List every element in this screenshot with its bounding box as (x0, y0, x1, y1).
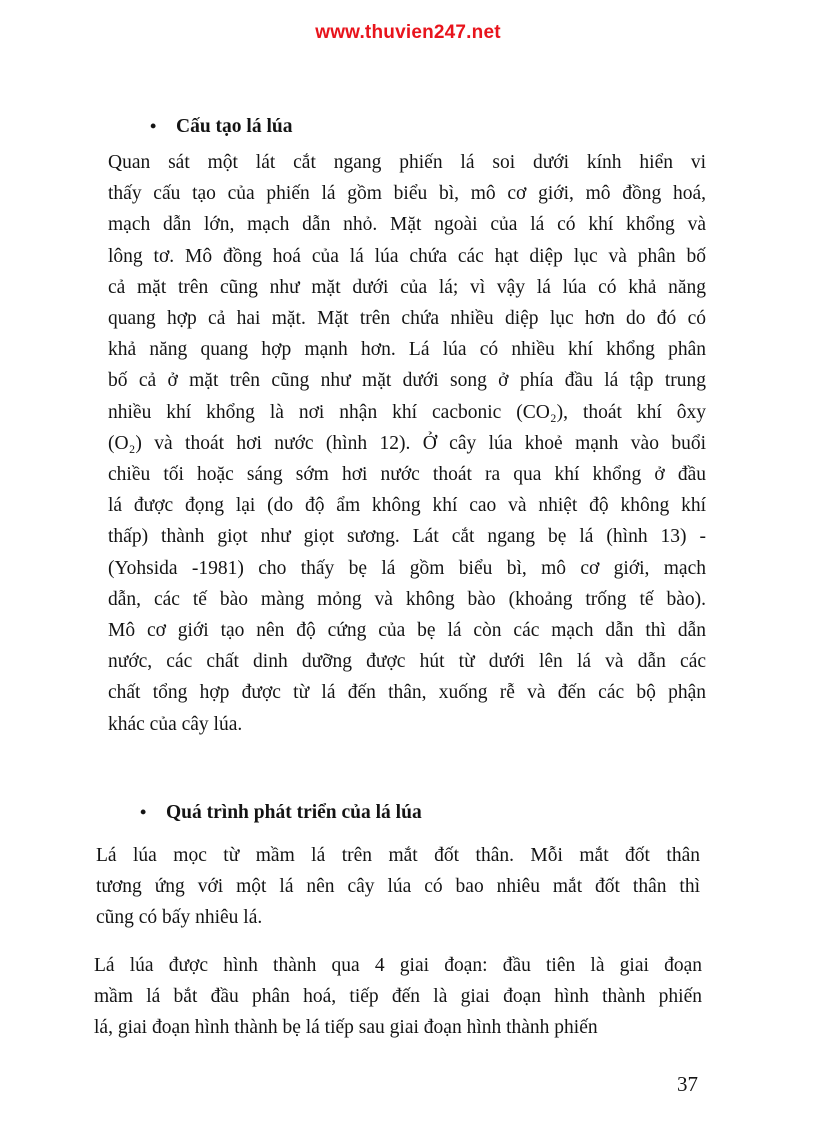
section-heading-leaf-structure (150, 116, 292, 138)
bullet-icon: • (150, 116, 157, 136)
text-line: (O₂) và thoát hơi nước (hình 12). Ở cây lúa khoẻ mạnh vào buổi (108, 432, 706, 454)
text-line: lông tơ. Mô đồng hoá của lá lúa chứa các hạt diệp lục và phân bố (108, 245, 706, 267)
text-line: Lá lúa được hình thành qua 4 giai đoạn: đầu tiên là giai đoạn (94, 955, 702, 976)
text-line: nhiều khí khổng là nơi nhận khí cacbonic (CO₂), thoát khí ôxy (108, 401, 706, 423)
text-line: Lá lúa mọc từ mầm lá trên mắt đốt thân. Mỗi mắt đốt thân (96, 845, 700, 866)
section-heading-leaf-development (140, 802, 422, 824)
paragraph-leaf-origin (96, 840, 700, 934)
section-title: Quá trình phát triển của lá lúa (166, 802, 422, 823)
text-line: chiều tối hoặc sáng sớm hơi nước thoát ra qua khí khổng ở đầu (108, 464, 706, 486)
text-line: (Yohsida -1981) cho thấy bẹ lá gồm biểu bì, mô cơ giới, mạch (108, 557, 706, 579)
text-line: Mô cơ giới tạo nên độ cứng của bẹ lá còn các mạch dẫn thì dẫn (108, 620, 706, 642)
text-line: bố cả ở mặt trên cũng như mặt dưới song ở phía đầu lá tập trung (108, 370, 706, 392)
site-url-link[interactable]: www.thuvien247.net (315, 22, 501, 43)
text-line: chất tổng hợp được từ lá đến thân, xuống rễ và đến các bộ phận (108, 682, 706, 704)
text-line: mầm lá bắt đầu phân hoá, tiếp đến là giai đoạn hình thành phiến (94, 986, 702, 1008)
text-line: thấp) thành giọt như giọt sương. Lát cắt ngang bẹ lá (hình 13) - (108, 526, 706, 548)
text-line: tương ứng với một lá nên cây lúa có bao nhiêu mắt đốt thân thì (96, 876, 700, 898)
text-line: mạch dẫn lớn, mạch dẫn nhỏ. Mặt ngoài của lá có khí khổng và (108, 214, 706, 236)
text-line: cũng có bấy nhiêu lá. (96, 907, 263, 929)
text-line: cả mặt trên cũng như mặt dưới của lá; vì vậy lá lúa có khả năng (108, 276, 706, 298)
text-line: khác của cây lúa. (108, 713, 243, 735)
text-line: Quan sát một lát cắt ngang phiến lá soi dưới kính hiển vi (108, 152, 706, 173)
text-line: khả năng quang hợp mạnh hơn. Lá lúa có nhiều khí khổng phân (108, 339, 706, 361)
text-line: dẫn, các tế bào màng mỏng và không bào (khoảng trống tế bào). (108, 588, 706, 610)
paragraph-leaf-structure (108, 147, 706, 740)
text-line: lá, giai đoạn hình thành bẹ lá tiếp sau giai đoạn hình thành phiến (94, 1017, 598, 1039)
page-number: 37 (677, 1072, 698, 1096)
text-line: nước, các chất dinh dưỡng được hút từ dưới lên lá và dẫn các (108, 651, 706, 673)
text-line: thấy cấu tạo của phiến lá gồm biểu bì, mô cơ giới, mô đồng hoá, (108, 183, 706, 205)
section-title: Cấu tạo lá lúa (176, 116, 293, 137)
paragraph-leaf-stages (94, 950, 702, 1044)
text-line: lá được đọng lại (do độ ẩm không khí cao và nhiệt độ không khí (108, 495, 706, 517)
bullet-icon: • (140, 802, 147, 822)
text-line: quang hợp cả hai mặt. Mặt trên chứa nhiều diệp lục hơn do đó có (108, 308, 706, 330)
